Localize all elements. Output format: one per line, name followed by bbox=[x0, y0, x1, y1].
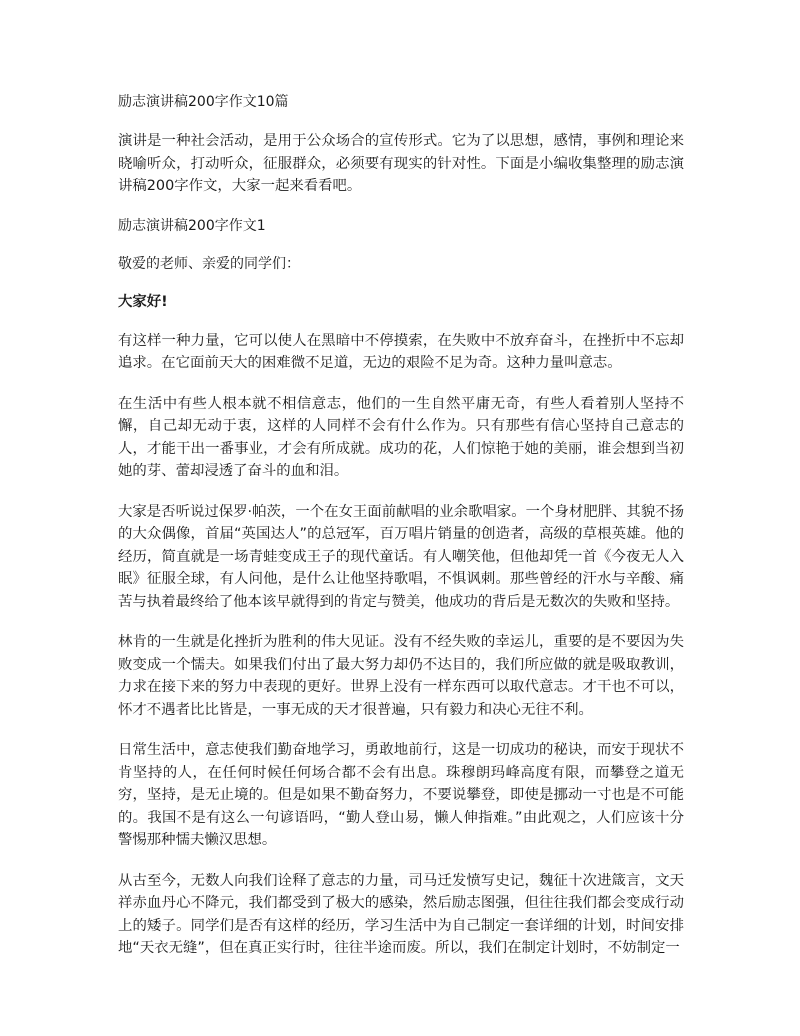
body-paragraph-3: 大家是否听说过保罗·帕茨，一个在女王面前献唱的业余歌唱家。一个身材肥胖、其貌不扬的大众偶像，首届“英国达人”的总冠军，百万唱片销量的创造者，高级的草根英雄。他的经历，简直就是一场青蛙变成王子的现代童话。有人嘲笑他，但他却凭一首《今夜无人入眠》征服全球，有人问他，是什么让他坚持歌唱，不惧讽刺。那些曾经的汗水与辛酸、痛苦与执着最终给了他本该早就得到的肯定与赞美，他成功的背后是无数次的失败和坚持。 bbox=[118, 503, 684, 610]
body-paragraph-6: 从古至今，无数人向我们诠释了意志的力量，司马迁发愤写史记，魏征十次进箴言，文天祥赤血丹心不降元，我们都受到了极大的感染，然后励志图强，但往往我们都会变成行动上的矮子。同学们是否有这样的经历，学习生活中为自己制定一套详细的计划，时间安排地“天衣无缝”，但在真正实行时，往往半途而废。所以，我们在制定计划时，不妨制定一 bbox=[118, 872, 684, 956]
body-paragraph-5: 日常生活中，意志使我们勤奋地学习，勇敢地前行，这是一切成功的秘诀，而安于现状不肯坚持的人，在任何时候任何场合都不会有出息。珠穆朗玛峰高度有限，而攀登之道无穷，坚持，是无止境的。但是如果不勤奋努力，不要说攀登，即使是挪动一寸也是不可能的。我国不是有这么一句谚语吗，“勤人登山易，懒人伸指难。”由此观之，人们应该十分警惕那种懦夫懒汉思想。 bbox=[118, 742, 684, 848]
document-title: 励志演讲稿200字作文10篇 bbox=[118, 94, 289, 110]
intro-paragraph: 演讲是一种社会活动，是用于公众场合的宣传形式。它为了以思想，感情，事例和理论来晓喻听众，打动听众，征服群众，必须要有现实的针对性。下面是小编收集整理的励志演讲稿200字作文，大家一起来看看吧。 bbox=[118, 133, 684, 194]
greeting: 大家好! bbox=[118, 293, 168, 310]
document-page bbox=[118, 92, 684, 978]
body-paragraph-4: 林肯的一生就是化挫折为胜利的伟大见证。没有不经失败的幸运儿，重要的是不要因为失败变成一个懦夫。如果我们付出了最大努力却仍不达目的，我们所应做的就是吸取教训，力求在接下来的努力中表现的更好。世界上没有一样东西可以取代意志。才干也不可以，怀才不遇者比比皆是，一事无成的天才很普遍，只有毅力和决心无往不利。 bbox=[118, 634, 684, 718]
body-paragraph-1: 有这样一种力量，它可以使人在黑暗中不停摸索，在失败中不放弃奋斗，在挫折中不忘却追求。在它面前天大的困难微不足道，无边的艰险不足为奇。这种力量叫意志。 bbox=[118, 332, 684, 371]
body-paragraph-2: 在生活中有些人根本就不相信意志，他们的一生自然平庸无奇，有些人看着别人坚持不懈，自己却无动于衷，这样的人同样不会有什么作为。只有那些有信心坚持自己意志的人，才能干出一番事业，才会有所成就。成功的花，人们惊艳于她的美丽，谁会想到当初她的芽、蕾却浸透了奋斗的血和泪。 bbox=[118, 395, 684, 479]
salutation: 敬爱的老师、亲爱的同学们： bbox=[118, 255, 300, 272]
section-title: 励志演讲稿200字作文1 bbox=[118, 217, 266, 234]
